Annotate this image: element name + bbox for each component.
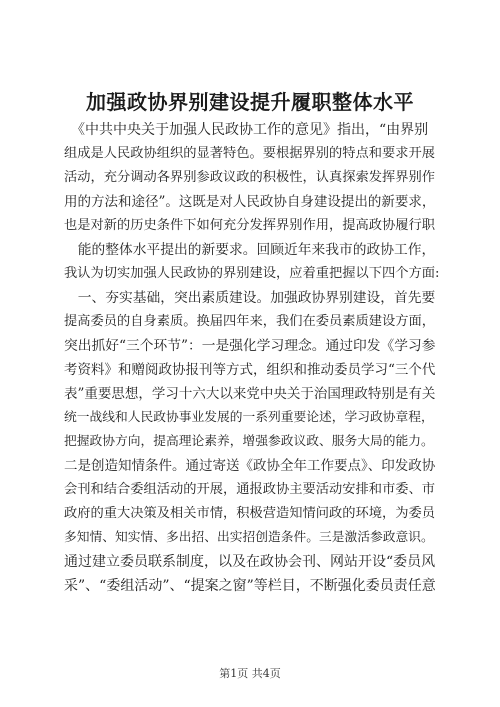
body-line: 统一战线和人民政协事业发展的一系列重要论述，学习政协章程，: [64, 410, 434, 425]
body-line: 能的整体水平提出的新要求。回顾近年来我市的政协工作，: [64, 242, 436, 258]
body-line: 用的方法和途径”。这既是对人民政协自身建设提出的新要求，: [64, 194, 436, 210]
page-number-footer: 第1页 共4页: [219, 667, 281, 680]
body-line: 我认为切实加强人民政协的界别建设，应着重把握以下四个方面:: [64, 266, 440, 281]
document-body: [64, 118, 440, 598]
document-title: 加强政协界别建设提升履职整体水平: [86, 90, 414, 114]
body-line: 提高委员的自身素质。换届四年来，我们在委员素质建设方面，: [64, 314, 436, 329]
body-line: 《中共中央关于加强人民政协工作的意见》指出，“由界别: [64, 122, 429, 138]
body-line: 通过建立委员联系制度，以及在政协会刊、网站开设“委员风: [64, 554, 436, 570]
body-line: 组成是人民政协组织的显著特色。要根据界别的特点和要求开展: [64, 146, 436, 161]
body-line: 采”、“委组活动”、“提案之窗”等栏目，不断强化委员责任意: [64, 578, 436, 594]
body-line: 活动，充分调动各界别参政议政的积极性，认真探索发挥界别作: [64, 170, 436, 185]
body-line: 一、夯实基础，突出素质建设。加强政协界别建设，首先要: [64, 290, 436, 306]
body-line: 把握政协方向，提高理论素养，增强参政议政、服务大局的能力。: [64, 434, 434, 449]
body-line: 表”重要思想，学习十六大以来党中央关于治国理政特别是有关: [64, 386, 436, 402]
body-line: 多知情、知实情、多出招、出实招创造条件。三是激活参政意识。: [64, 530, 434, 545]
body-line: 二是创造知情条件。通过寄送《政协全年工作要点》、印发政协: [64, 458, 436, 474]
body-line: 也是对新的历史条件下如何充分发挥界别作用，提高政协履行职: [64, 218, 436, 233]
body-line: 突出抓好“三个环节”：一是强化学习理念。通过印发《学习参: [64, 338, 436, 354]
body-line: 政府的重大决策及相关市情，积极营造知情问政的环境，为委员: [64, 506, 436, 521]
body-line: 考资料》和赠阅政协报刊等方式，组织和推动委员学习“三个代: [64, 362, 436, 378]
body-line: 会刊和结合委组活动的开展，通报政协主要活动安排和市委、市: [64, 482, 436, 497]
